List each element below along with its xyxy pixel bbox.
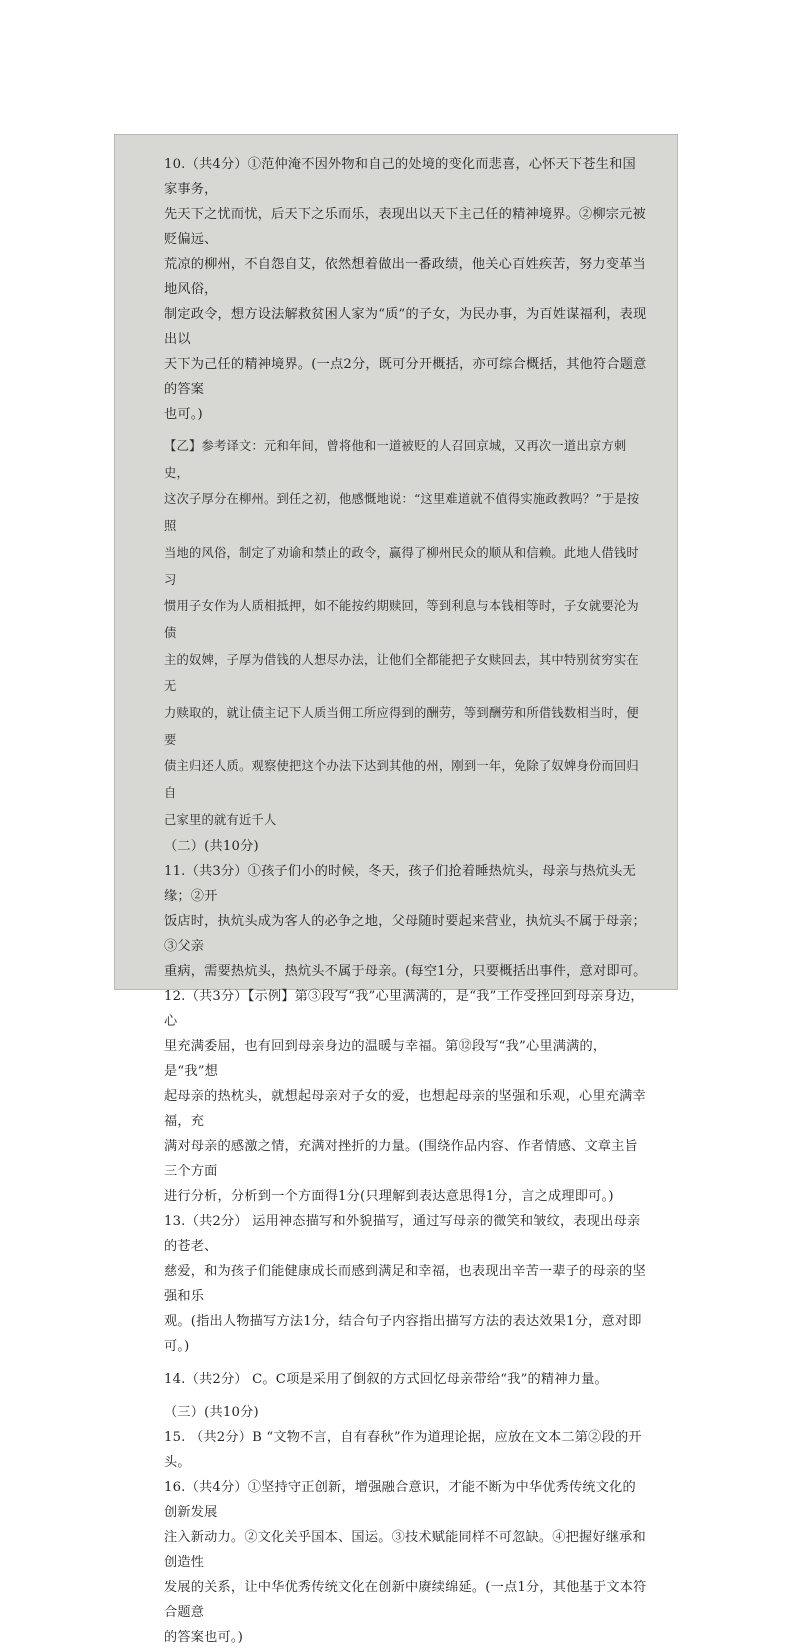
text-line: 饭店时，执炕头成为客人的必争之地，父母随时要起来营业，执炕头不属于母亲；③父亲: [164, 913, 646, 954]
answer-q12: [164, 984, 648, 1209]
text-line: 里充满委屈，也有回到母亲身边的温暖与幸福。第⑫段写“我”心里满满的，是“我”想: [164, 1038, 607, 1079]
text-line: 发展的关系，让中华优秀传统文化在创新中赓续绵延。(一点1分，其他基于文本符合题意: [164, 1579, 647, 1620]
answer-q16: [164, 1475, 648, 1650]
reference-translation: [164, 433, 648, 834]
answer-q13: [164, 1209, 648, 1359]
answer-q11: [164, 859, 648, 984]
section-heading-3: （三）(共10分): [164, 1404, 259, 1420]
text-line: 重病，需要热炕头，热炕头不属于母亲。(每空1分，只要概括出事件，意对即可。: [164, 963, 647, 979]
answer-text: [164, 152, 648, 1650]
text-line: 起母亲的热枕头，就想起母亲对子女的爱，也想起母亲的坚强和乐观，心里充满幸福，充: [164, 1088, 646, 1129]
answer-q10: [164, 152, 648, 427]
answer-q14: 14.（共2分） C。C项是采用了倒叙的方式回忆母亲带给“我”的精神力量。: [164, 1371, 608, 1387]
text-line: 【乙】参考译文：元和年间，曾将他和一道被贬的人召回京城，又再次一道出京方刺史，: [164, 439, 627, 480]
text-line: 注入新动力。②文化关乎国本、国运。③技术赋能同样不可忽缺。④把握好继承和创造性: [164, 1529, 646, 1570]
text-line: 先天下之忧而忧，后天下之乐而乐，表现出以天下主己任的精神境界。②柳宗元被贬偏远、: [164, 207, 646, 247]
text-line: 11.（共3分）①孩子们小的时候，冬天，孩子们抢着睡热炕头，母亲与热炕头无缘；②开: [164, 863, 636, 904]
text-line: 天下为己任的精神境界。(一点2分，既可分开概括，亦可综合概括，其他符合题意的答案: [164, 357, 647, 397]
text-line: 12.（共3分）【示例】第③段写“我”心里满满的，是“我”工作受挫回到母亲身边，心: [164, 988, 644, 1029]
text-line: 10.（共4分）①范仲淹不因外物和自己的处境的变化而悲喜，心怀天下苍生和国家事务，: [164, 157, 636, 197]
text-line: 惯用子女作为人质相抵押，如不能按约期赎回，等到利息与本钱相等时，子女就要沦为债: [164, 599, 639, 640]
text-line: 慈爱，和为孩子们能健康成长而感到满足和幸福，也表现出辛苦一辈子的母亲的坚强和乐: [164, 1263, 646, 1304]
document-photo: [114, 134, 678, 1645]
text-line: 的答案也可。): [164, 1629, 244, 1645]
text-line: 当地的风俗，制定了劝谕和禁止的政令，赢得了柳州民众的顺从和信赖。此地人借钱时习: [164, 545, 639, 587]
text-line: 荒凉的柳州，不自怨自艾，依然想着做出一番政绩，他关心百姓疾苦，努力变革当地风俗，: [164, 257, 646, 297]
text-line: 这次子厚分在柳州。到任之初，他感慨地说：“这里难道就不值得实施政教吗？”于是按照: [164, 492, 640, 534]
text-line: 进行分析，分析到一个方面得1分(只理解到表达意思得1分，言之成理即可。): [164, 1188, 614, 1204]
text-line: 主的奴婢，子厚为借钱的人想尽办法，让他们全都能把子女赎回去，其中特别贫穷实在无: [164, 652, 639, 694]
text-line: 13.（共2分） 运用神态描写和外貌描写，通过写母亲的微笑和皱纹，表现出母亲的苍老、: [164, 1213, 641, 1254]
text-line: 观。(指出人物描写方法1分，结合句子内容指出描写方法的表达效果1分，意对即可。): [164, 1313, 642, 1354]
text-line: 制定政令，想方设法解救贫困人家为“质”的子女，为民办事，为百姓谋福利，表现出以: [164, 307, 647, 347]
text-line: 己家里的就有近千人: [164, 812, 277, 827]
section-heading-2: （二）(共10分): [164, 838, 259, 854]
text-line: 也可。): [164, 407, 203, 422]
text-line: 16.（共4分）①坚持守正创新，增强融合意识，才能不断为中华优秀传统文化的创新发展: [164, 1479, 636, 1520]
text-line: 力赎取的，就让债主记下人质当佣工所应得到的酬劳，等到酬劳和所借钱数相当时，便要: [164, 706, 639, 747]
text-line: 债主归还人质。观察使把这个办法下达到其他的州，刚到一年，免除了奴婢身份而回归自: [164, 759, 639, 801]
text-line: 满对母亲的感激之情，充满对挫折的力量。(围绕作品内容、作者情感、文章主旨三个方面: [164, 1138, 638, 1179]
answer-q15: 15. （共2分）B “文物不言，自有春秋”作为道理论据，应放在文本二第②段的开头。: [164, 1429, 642, 1470]
